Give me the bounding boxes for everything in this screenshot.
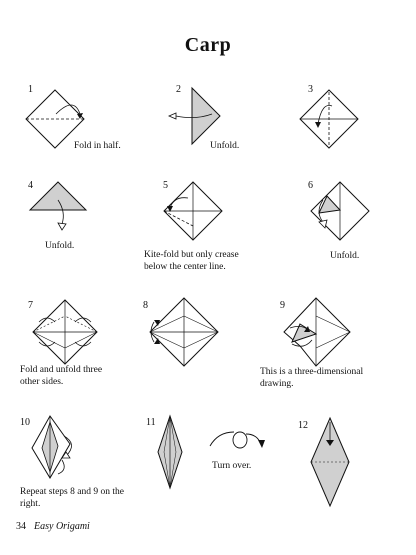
step-10-number: 10 [20,417,30,428]
step-7-caption: Fold and unfold three other sides. [20,365,103,387]
step-12-diagram [305,412,355,512]
step-7-diagram [25,294,105,374]
step-6-diagram [305,178,375,248]
step-5-caption: Kite-fold but only crease below the center line. [144,250,239,272]
step-5-number: 5 [163,180,168,191]
step-9-diagram [282,294,362,374]
step-6-caption: Unfold. [330,251,360,261]
step-12-number: 12 [298,420,308,431]
step-9-caption: This is a three-dimensional drawing. [260,367,364,389]
step-11-caption: Turn over. [212,461,252,471]
step-4-caption: Unfold. [45,241,75,251]
step-8-number: 8 [143,300,148,311]
step-11-diagram [150,412,190,492]
step-2-number: 2 [176,84,181,95]
step-5-diagram [158,178,228,248]
step-1-caption: Fold in half. [74,141,121,151]
step-11-number: 11 [146,417,156,428]
step-3-number: 3 [308,84,313,95]
step-4-diagram [20,178,100,238]
step-2-caption: Unfold. [210,141,240,151]
step-6-number: 6 [308,180,313,191]
step-10-diagram [28,410,98,490]
book-title: Easy Origami [34,521,90,532]
page-title: Carp [184,34,232,56]
turn-over-arrow-icon [206,424,268,452]
step-10-caption: Repeat steps 8 and 9 on the right. [20,487,124,509]
step-7-number: 7 [28,300,33,311]
step-9-number: 9 [280,300,285,311]
step-4-number: 4 [28,180,33,191]
page-number: 34 [16,521,26,532]
step-3-diagram [294,84,364,154]
page-footer [16,521,90,532]
step-8-diagram [148,294,228,374]
step-1-number: 1 [28,84,33,95]
